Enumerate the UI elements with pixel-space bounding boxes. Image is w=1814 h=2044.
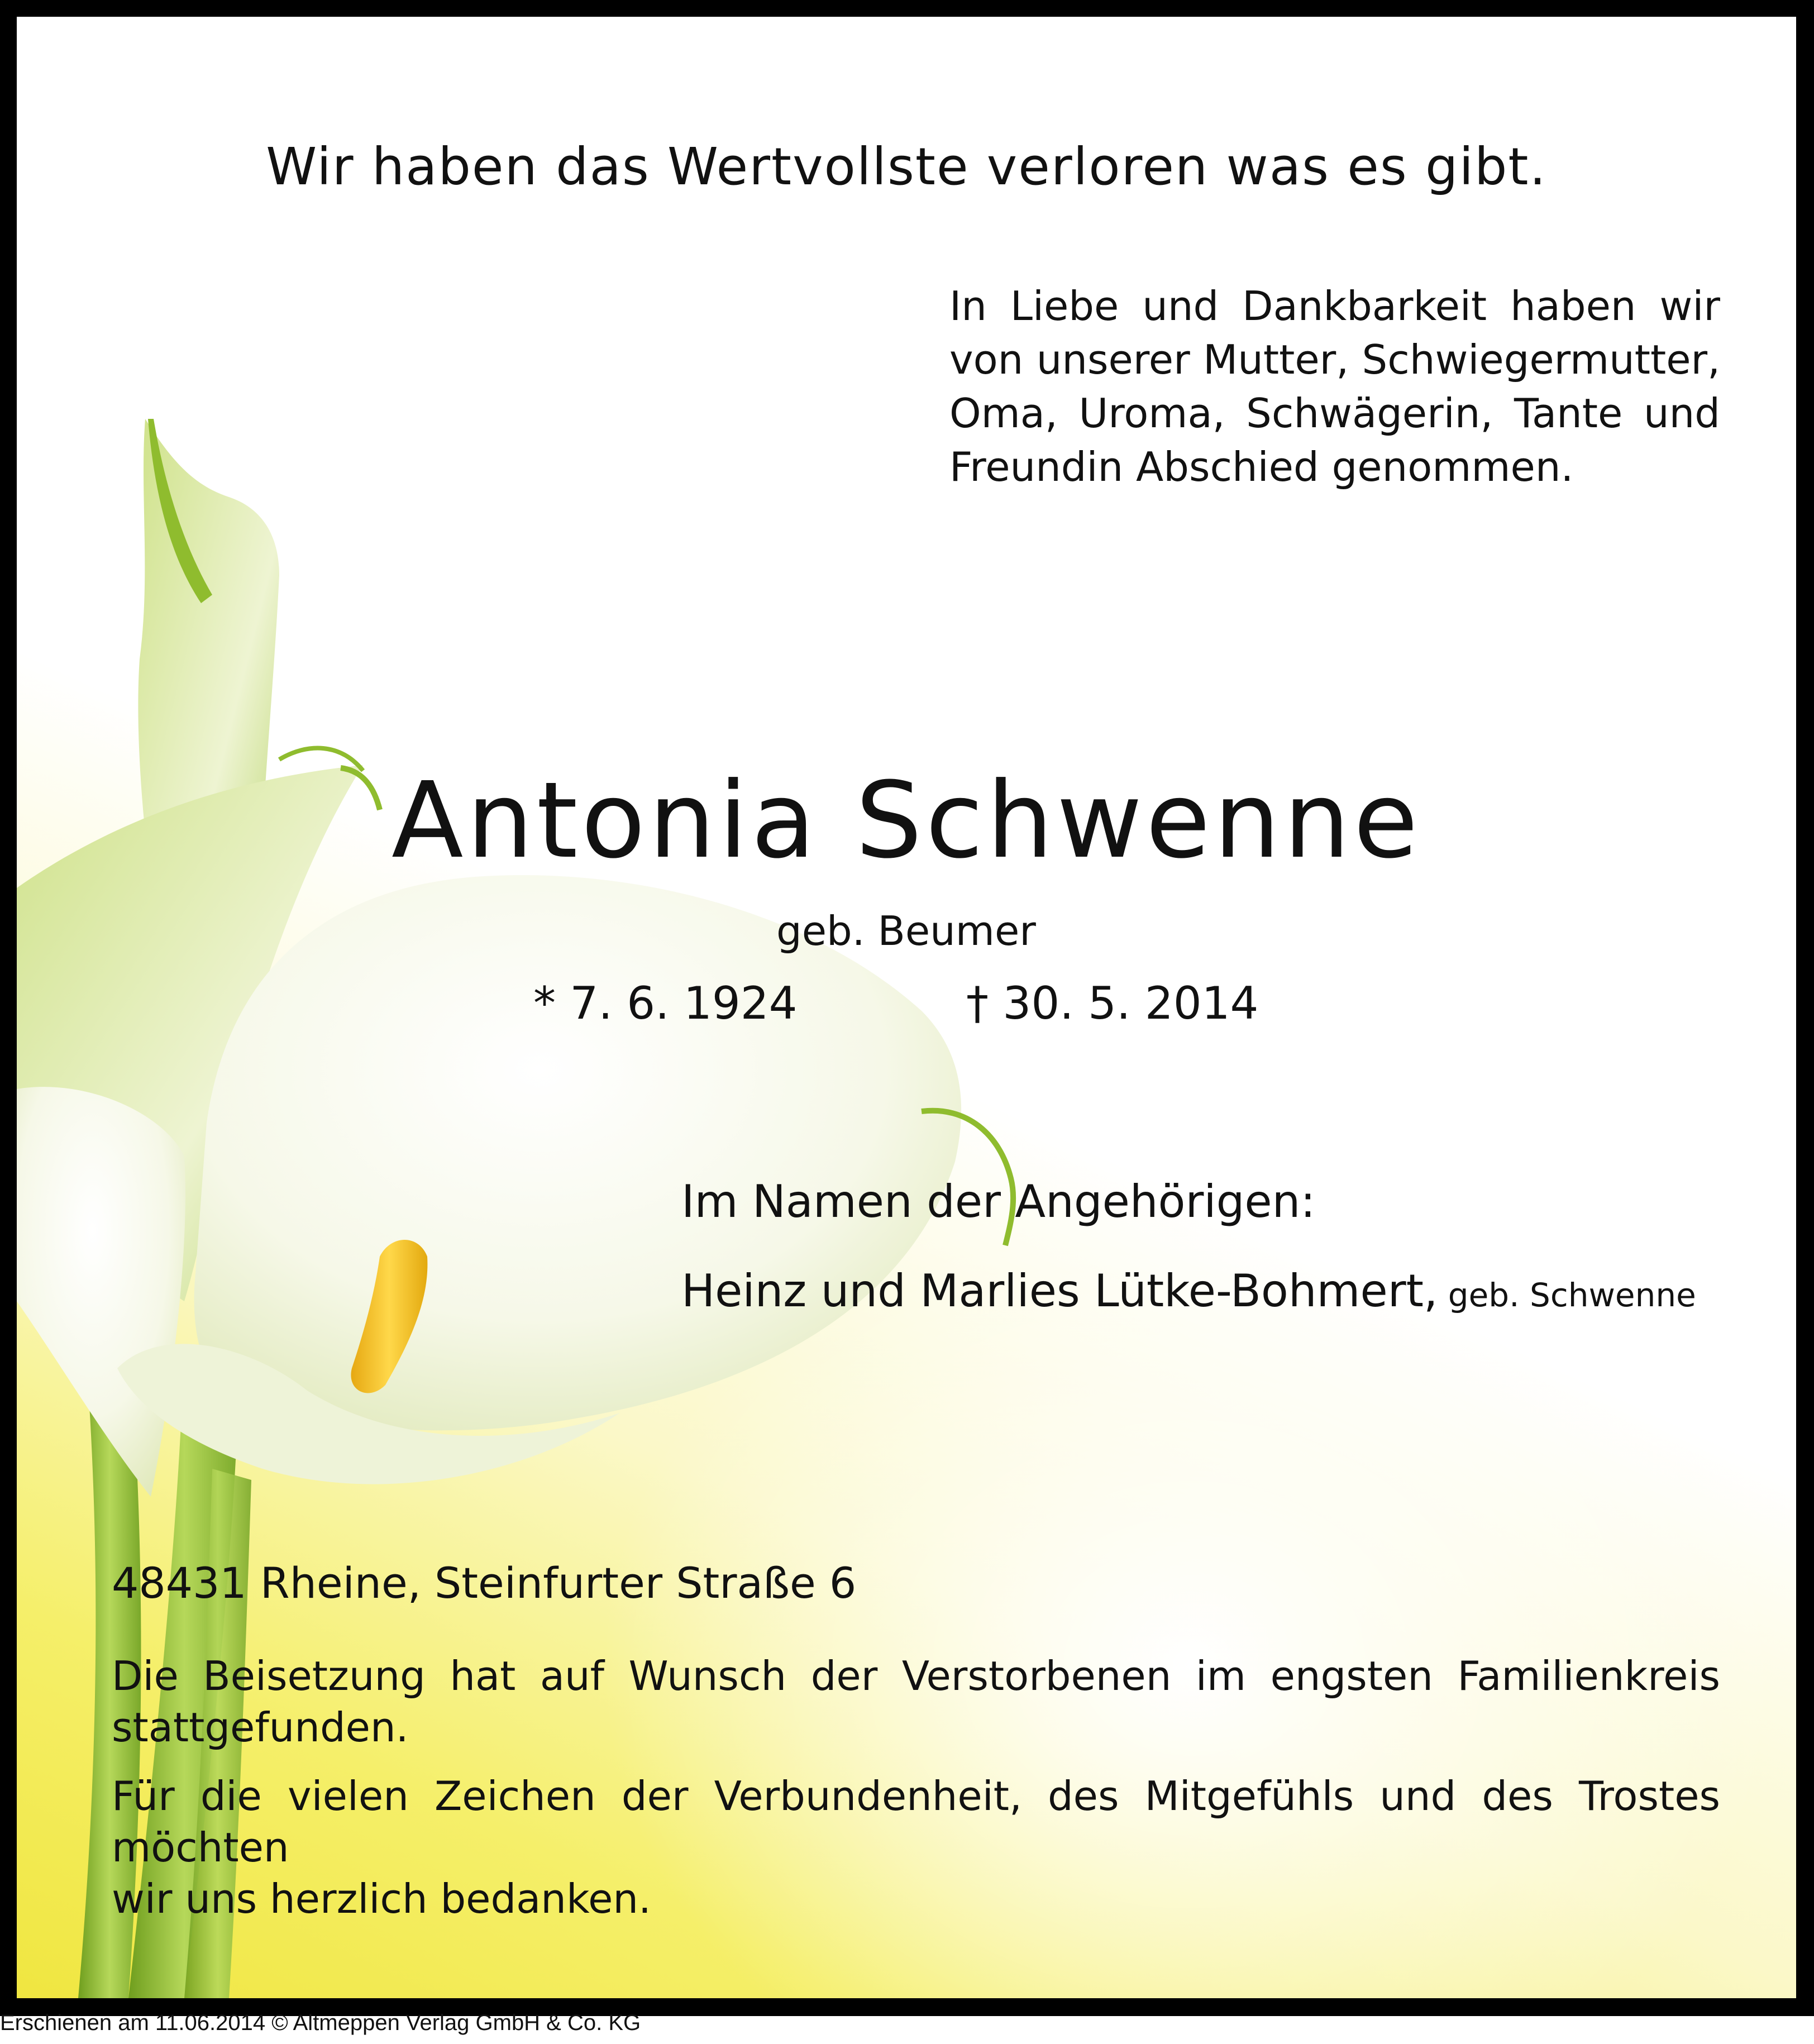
intro-line: von unserer Mutter, Schwiegermutter, bbox=[949, 336, 1720, 383]
front-lily-petal bbox=[194, 875, 962, 1430]
maiden-name: geb. Beumer bbox=[776, 908, 1036, 954]
intro-line: In Liebe und Dankbarkeit haben wir bbox=[949, 283, 1720, 329]
headline: Wir haben das Wertvollste verloren was es gibt. bbox=[266, 137, 1547, 197]
bereaved-heading: Im Namen der Angehörigen: bbox=[681, 1176, 1316, 1228]
deceased-name: Antonia Schwenne bbox=[391, 760, 1422, 882]
intro-line: Freundin Abschied genommen. bbox=[949, 443, 1574, 490]
address: 48431 Rheine, Steinfurter Straße 6 bbox=[112, 1558, 857, 1608]
intro-text bbox=[949, 279, 1720, 494]
bereaved-names bbox=[681, 1265, 1696, 1317]
birth-date: * 7. 6. 1924 bbox=[533, 977, 798, 1029]
bereaved-names-suffix: geb. Schwenne bbox=[1438, 1276, 1696, 1314]
paragraph-line: Die Beisetzung hat auf Wunsch der Verstorbenen im engsten Familienkreis bbox=[112, 1653, 1720, 1699]
obituary-panel bbox=[17, 17, 1796, 1998]
paragraph-line: wir uns herzlich bedanken. bbox=[112, 1875, 651, 1922]
thanks-paragraph bbox=[112, 1770, 1720, 1924]
intro-line: Oma, Uroma, Schwägerin, Tante und bbox=[949, 390, 1720, 437]
bereaved-names-main: Heinz und Marlies Lütke-Bohmert, bbox=[681, 1265, 1438, 1317]
paragraph-line: stattgefunden. bbox=[112, 1704, 409, 1751]
paragraph-line: Für die vielen Zeichen der Verbundenheit, des Mitgefühls und des Trostes möchten bbox=[112, 1773, 1720, 1871]
publication-footer: Erschienen am 11.06.2014 © Altmeppen Verlag GmbH & Co. KG bbox=[0, 2010, 641, 2035]
burial-paragraph bbox=[112, 1650, 1720, 1753]
death-date: † 30. 5. 2014 bbox=[966, 977, 1259, 1029]
